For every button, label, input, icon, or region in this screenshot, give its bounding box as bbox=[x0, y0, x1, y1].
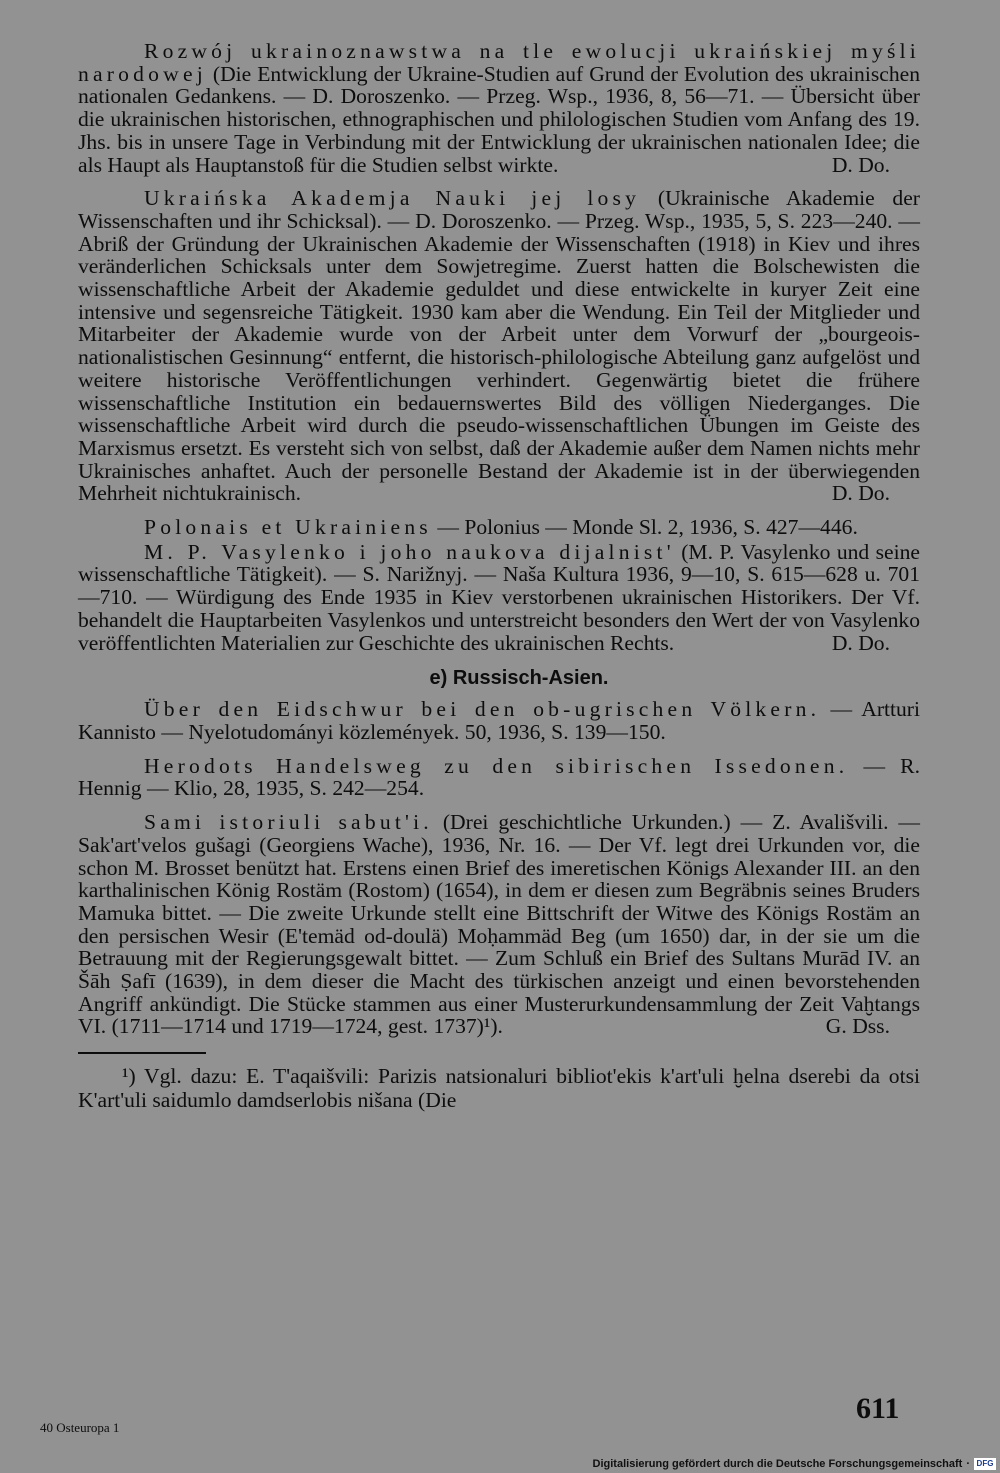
entry-title: M. P. Vasylenko i joho naukova dijalnist' bbox=[144, 539, 675, 564]
entry-signature: D. Do. bbox=[831, 630, 890, 655]
footnote: ¹) Vgl. dazu: E. T'aqaišvili: Parizis natsionaluri bibliot'ekis k'art'uli ḫelna dserebi da otsi K'art'uli saidumlo damdserlobis nišana (Die bbox=[78, 1064, 920, 1113]
bibliography-entry bbox=[78, 187, 920, 505]
bibliography-entry bbox=[78, 698, 920, 743]
entry-signature: D. Do. bbox=[831, 481, 890, 506]
entry-body: (Die Entwicklung der Ukraine-Studien auf Grund der Evolution des ukrainischen nationalen Gedankens. — D. Doroszenko. — Przeg. Wsp., 1936, 8, 56—71. — Übersicht über die ukrainischen historischen, ethnographischen und philologischen Studien vom Anfang des 19. Jhs. bis in unsere Tage in Verbindung mit der Entwicklung der ukrainischen nationalen Idee; die als Haupt als Hauptanstoß für die Studien selbst wirkte. bbox=[78, 61, 920, 177]
entry-title: Über den Eidschwur bei den ob-ugrischen Völkern. bbox=[144, 697, 821, 722]
bibliography-entry bbox=[78, 541, 920, 655]
entry-title: Ukraińska Akademja Nauki jej losy bbox=[144, 186, 641, 211]
digitization-credit: Digitalisierung gefördert durch die Deutsche Forschungsgemeinschaft · DFG bbox=[593, 1458, 996, 1470]
entry-title: Sami istoriuli sabut'i. bbox=[144, 810, 433, 835]
entry-body: (Ukrainische Akademie der Wissenschaften und ihr Schicksal). — D. Doroszenko. — Przeg. Wsp., 1935, 5, S. 223—240. — Abriß der Gründung der Ukrainischen Akademie der Wissenschaften (1918) in Kiev und ihres veränderlichen Schicksals unter dem Sowjetregime. Zuerst hatten die Bolschewisten die wissenschaftliche Arbeit der Akademie geduldet und diese entwickelte in kuryer Zeit eine intensive und segensreiche Tätigkeit. 1930 kam aber die Wendung. Ein Teil der Mitglieder und Mitarbeiter der Akademie wurde von der Arbeit unter dem Vorwurf der „bourgeois-nationalistischen Gesinnung“ entfernt, die historisch-philologische Abteilung ganz aufgelöst und weitere historische Veröffentlichungen verhindert. Gegenwärtig bietet die frühere wissenschaftliche Institution ein bedauernswertes Bild des völligen Niederganges. Die wissenschaftliche Arbeit wird durch die pseudo-wissenschaftlichen Übungen im Geiste des Marxismus ersetzt. Es versteht sich von selbst, daß der Akademie außer dem Namen nichts mehr Ukrainisches anhaftet. Auch der personelle Bestand der Akademie ist in der überwiegenden Mehrheit nichtukrainisch. bbox=[78, 186, 920, 506]
bibliography-entry bbox=[78, 516, 920, 539]
entry-title: Herodots Handelsweg zu den sibirischen Issedonen. bbox=[144, 753, 849, 778]
section-heading: e) Russisch-Asien. bbox=[429, 667, 609, 690]
entry-title: Rozwój ukrainoznawstwa na tle ewolucji ukraińskiej myśli narodowej bbox=[78, 39, 920, 86]
page-number: 611 bbox=[856, 1392, 900, 1425]
footnote-divider bbox=[78, 1052, 206, 1054]
page-content bbox=[78, 40, 920, 1112]
entry-body: (M. P. Vasylenko und seine wissenschaftliche Tätigkeit). — S. Narižnyj. — Naša Kultura 1936, 9—10, S. 615—628 u. 701—710. — Würdigung des Ende 1935 in Kiev verstorbenen ukrainischen Historikers. Der Vf. behandelt die Hauptarbeiten Vasylenkos und unterstreicht besonders den Wert der von Vasylenko veröffentlichten Materialien zur Geschichte des ukrainischen Rechts. bbox=[78, 539, 920, 655]
entry-title: Polonais et Ukrainiens bbox=[144, 515, 432, 540]
entry-body: — Polonius — Monde Sl. 2, 1936, S. 427—446. bbox=[431, 515, 858, 540]
entry-body: (Drei geschichtliche Urkunden.) — Z. Avališvili. — Sak'art'velos gušagi (Georgiens Wache), 1936, Nr. 16. — Der Vf. legt drei Urkunden vor, die schon M. Brosset benützt hat. Erstens einen Brief des imeretischen Königs Alexander III. an den karthalinischen König Rostäm (Rostom) (1654), in dem er diesen zum Begräbnis seines Bruders Mamuka bittet. — Die zweite Urkunde stellt eine Bittschrift der Witwe des Königs Rostäm an den persischen Wesir (E'temäd od-doulä) Moḥammäd Beg (um 1650) dar, in der sie um die Betrauung mit der Regierungsgewalt bittet. — Zum Schluß ein Brief des Sultans Murād IV. an Šāh Ṣafī (1639), in dem dieser die Macht des türkischen anzeigt und einen bevorstehenden Angriff ankündigt. Die Stücke stammen aus einer Musterurkundensammlung der Zeit Vaḫtangs VI. (1711—1714 und 1719—1724, gest. 1737)¹). bbox=[78, 810, 921, 1039]
entry-body: — R. Hennig — Klio, 28, 1935, S. 242—254. bbox=[78, 753, 920, 801]
entry-body: — Artturi Kannisto — Nyelotudományi közlemények. 50, 1936, S. 139—150. bbox=[78, 697, 920, 744]
dfg-logo: DFG bbox=[974, 1458, 996, 1470]
credit-text: Digitalisierung gefördert durch die Deutsche Forschungsgemeinschaft bbox=[592, 1458, 963, 1470]
entry-signature: G. Dss. bbox=[825, 1014, 890, 1039]
signature-mark: 40 Osteuropa 1 bbox=[40, 1420, 120, 1435]
bibliography-entry bbox=[78, 755, 920, 800]
bibliography-entry bbox=[78, 811, 920, 1038]
bibliography-entry bbox=[78, 40, 920, 176]
entry-signature: D. Do. bbox=[831, 152, 890, 177]
